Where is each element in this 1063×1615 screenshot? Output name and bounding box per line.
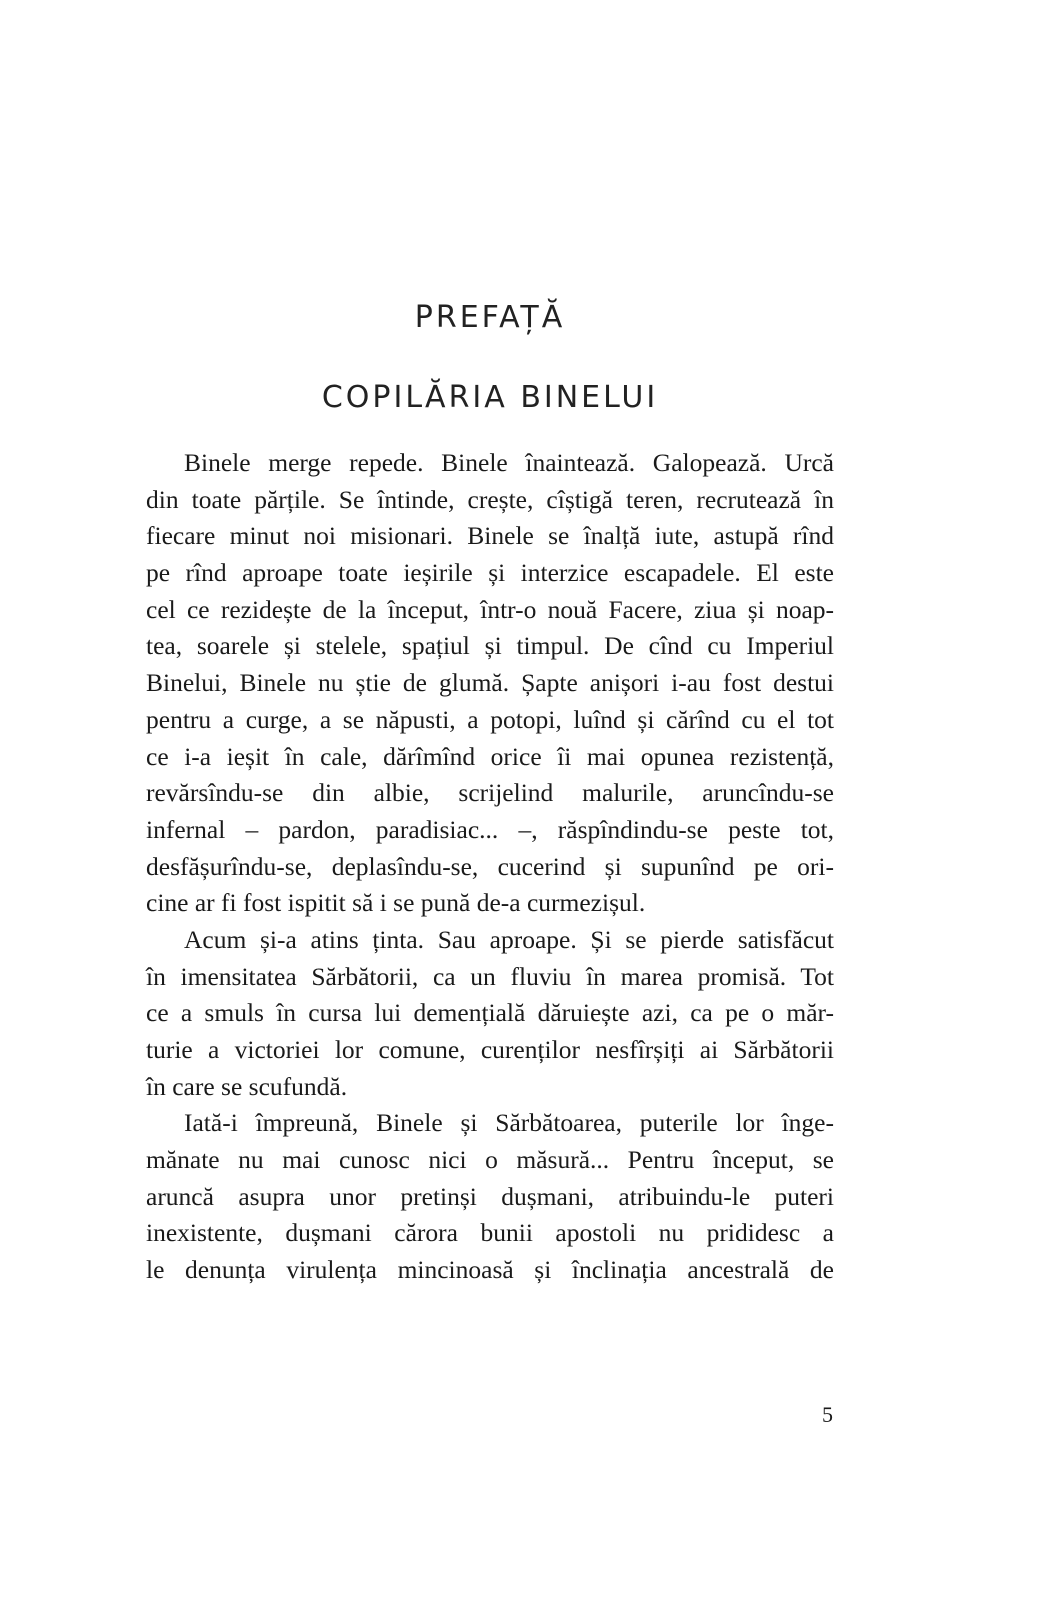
text-line: Acum și-a atins ținta. Sau aproape. Și se pierde satisfăcut — [184, 924, 834, 954]
text-line: le denunța virulența mincinoasă și înclinația ancestrală de — [146, 1255, 834, 1285]
text-line: pentru a curge, a se năpusti, a potopi, luînd și cărînd cu el tot — [146, 704, 834, 734]
text-line: în imensitatea Sărbătorii, ca un fluviu în marea promisă. Tot — [146, 961, 834, 991]
chapter-label: PREFAȚĂ — [414, 300, 566, 335]
text-line: ce i-a ieșit în cale, dărîmînd orice îi mai opunea rezistență, — [146, 741, 834, 771]
text-line: cine ar fi fost ispitit să i se pună de-a curmezișul. — [146, 888, 646, 918]
text-line: inexistente, dușmani cărora bunii apostoli nu prididesc a — [146, 1218, 834, 1248]
text-line: mănate nu mai cunosc nici o măsură... Pentru început, se — [146, 1145, 834, 1175]
chapter-title: COPILĂRIA BINELUI — [321, 380, 659, 415]
text-line: aruncă asupra unor pretinși dușmani, atribuindu-le puteri — [146, 1181, 834, 1211]
text-line: infernal – pardon, paradisiac... –, răspîndindu-se peste tot, — [146, 814, 834, 844]
text-line: turie a victoriei lor comune, curenților nesfîrșiți ai Sărbătorii — [146, 1035, 834, 1064]
text-line: Binelui, Binele nu știe de glumă. Șapte anișori i-au fost destui — [146, 668, 834, 698]
text-line: ce a smuls în cursa lui demențială dăruiește azi, ca pe o măr- — [146, 998, 834, 1028]
text-line: în care se scufundă. — [146, 1071, 348, 1101]
text-line: Binele merge repede. Binele înaintează. Galopează. Urcă — [184, 448, 834, 477]
text-line: desfășurîndu-se, deplasîndu-se, cucerind și supunînd pe ori- — [146, 851, 834, 881]
text-line: Iată-i împreună, Binele și Sărbătoarea, puterile lor înge- — [184, 1108, 834, 1138]
page-number: 5 — [822, 1402, 833, 1427]
text-line: cel ce rezidește de la început, într-o nouă Facere, ziua și noap- — [146, 594, 834, 624]
text-line: din toate părțile. Se întinde, crește, cîștigă teren, recrutează în — [146, 484, 834, 514]
text-line: tea, soarele și stelele, spațiul și timpul. De cînd cu Imperiul — [146, 631, 834, 661]
text-line: revărsîndu-se din albie, scrijelind malurile, aruncîndu-se — [146, 778, 834, 808]
text-line: fiecare minut noi misionari. Binele se înalță iute, astupă rînd — [146, 521, 834, 551]
body-text — [146, 445, 834, 1289]
text-line: pe rînd aproape toate ieșirile și interzice escapadele. El este — [146, 558, 834, 588]
